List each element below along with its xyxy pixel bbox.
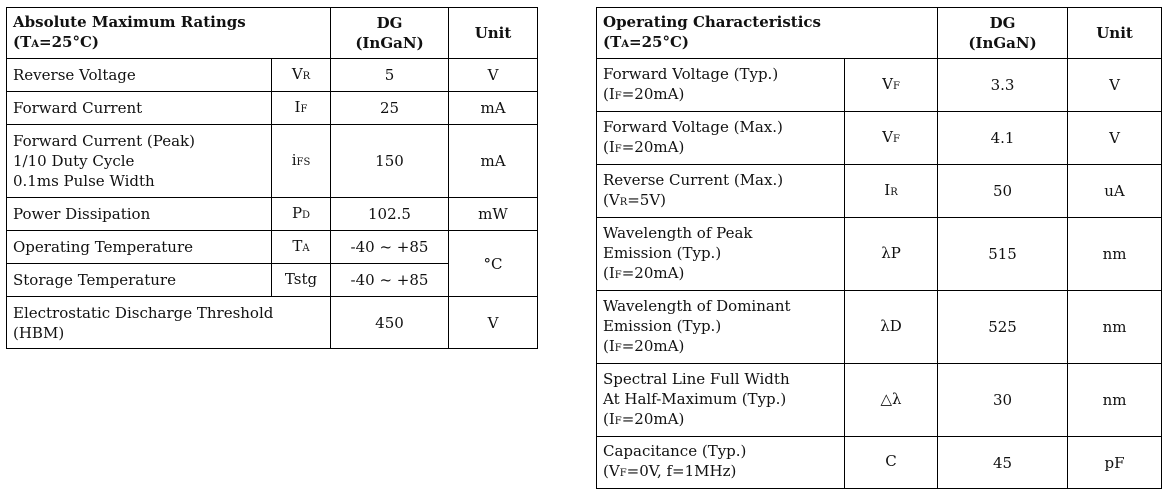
condition-suffix: =25°C) [629, 32, 690, 51]
condition-sub: F [614, 342, 622, 354]
value-cell: 525 [938, 291, 1068, 364]
unit-cell: mW [449, 198, 538, 231]
symbol-cell [845, 165, 938, 218]
unit-cell: nm [1068, 218, 1162, 291]
table-row [597, 364, 1162, 437]
unit-cell: V [1068, 59, 1162, 112]
parameter-text: Wavelength of Dominant Emission (Typ.) [603, 296, 791, 335]
symbol-sub: A [302, 242, 310, 254]
symbol-cell [845, 437, 938, 489]
dg-label: DG [989, 14, 1016, 32]
symbol-cell [272, 92, 331, 125]
parameter-cell [597, 437, 845, 489]
table-row [7, 59, 538, 92]
table-header-row [597, 8, 1162, 59]
value-cell: -40 ~ +85 [331, 264, 449, 297]
parameter-cell [597, 112, 845, 165]
title-text: Operating Characteristics [603, 12, 822, 31]
symbol-cell [845, 291, 938, 364]
parameter-cell: Operating Temperature [7, 231, 272, 264]
value-cell: 450 [331, 297, 449, 349]
symbol: I [294, 97, 301, 116]
symbol: λD [880, 316, 902, 335]
symbol-sub: F [892, 133, 900, 145]
symbol-sub: D [302, 209, 311, 221]
parameter-text: Wavelength of Peak Emission (Typ.) [603, 223, 753, 262]
condition-prefix: (V [603, 190, 620, 209]
table-row [7, 92, 538, 125]
absolute-maximum-ratings-table [6, 7, 538, 349]
parameter-text: Forward Voltage (Typ.) [603, 64, 779, 83]
symbol-cell [845, 364, 938, 437]
unit-cell: V [449, 59, 538, 92]
symbol: Tstg [284, 269, 318, 288]
symbol: V [882, 74, 893, 93]
symbol-cell [845, 218, 938, 291]
condition-suffix: =20mA) [621, 409, 685, 428]
parameter-cell [597, 165, 845, 218]
condition-suffix: =20mA) [621, 137, 685, 156]
table-row [597, 437, 1162, 489]
unit-column-header: Unit [449, 8, 538, 59]
operating-characteristics-table [596, 7, 1162, 489]
parameter-text: Spectral Line Full Width At Half-Maximum (Typ.) [603, 369, 790, 408]
parameter-cell: Forward Current [7, 92, 272, 125]
parameter-text: Capacitance (Typ.) [603, 442, 747, 460]
unit-cell: nm [1068, 291, 1162, 364]
title-text: Absolute Maximum Ratings [13, 12, 246, 31]
value-cell: 30 [938, 364, 1068, 437]
symbol: I [884, 180, 891, 199]
symbol: T [292, 236, 303, 255]
condition-prefix: (I [603, 336, 615, 355]
parameter-cell: Reverse Voltage [7, 59, 272, 92]
parameter-cell [597, 364, 845, 437]
value-cell: 5 [331, 59, 449, 92]
value-cell: 45 [938, 437, 1068, 489]
symbol-sub: FS [296, 156, 311, 168]
parameter-cell: Storage Temperature [7, 264, 272, 297]
table-row [597, 165, 1162, 218]
symbol: V [882, 127, 893, 146]
value-cell: 4.1 [938, 112, 1068, 165]
parameter-cell [597, 59, 845, 112]
table-title [7, 8, 331, 59]
symbol-cell [272, 198, 331, 231]
condition-sub: F [614, 90, 622, 102]
symbol: P [291, 203, 303, 222]
table-row [7, 231, 538, 264]
symbol-cell [272, 231, 331, 264]
parameter-cell: Power Dissipation [7, 198, 272, 231]
table-title [597, 8, 938, 59]
condition-suffix: =0V, f=1MHz) [626, 462, 737, 480]
parameter-text: Forward Voltage (Max.) [603, 117, 783, 136]
condition-prefix: (I [603, 84, 615, 103]
symbol-cell [272, 59, 331, 92]
symbol-sub: R [890, 186, 898, 198]
condition-sub: R [619, 196, 628, 208]
value-cell: 50 [938, 165, 1068, 218]
value-cell: -40 ~ +85 [331, 231, 449, 264]
symbol-cell [272, 264, 331, 297]
symbol: △λ [880, 389, 902, 408]
ingan-label: (InGaN) [355, 34, 424, 52]
value-cell: 3.3 [938, 59, 1068, 112]
condition-sub: F [614, 415, 622, 427]
table-row [597, 218, 1162, 291]
condition-sub: A [31, 38, 40, 50]
condition-suffix: =20mA) [621, 336, 685, 355]
symbol: i [291, 150, 297, 169]
table-row [597, 291, 1162, 364]
condition-prefix: (T [603, 32, 622, 51]
unit-cell: mA [449, 125, 538, 198]
table-row [7, 125, 538, 198]
value-cell: 102.5 [331, 198, 449, 231]
table-header-row [7, 8, 538, 59]
unit-cell: V [449, 297, 538, 349]
dg-label: DG [376, 14, 403, 32]
condition-prefix: (I [603, 263, 615, 282]
symbol-cell [845, 112, 938, 165]
symbol-sub: R [302, 70, 311, 82]
symbol: C [885, 452, 897, 470]
condition-sub: F [614, 143, 622, 155]
unit-cell: °C [449, 231, 538, 297]
condition-prefix: (T [13, 32, 32, 51]
unit-cell: mA [449, 92, 538, 125]
unit-column-header: Unit [1068, 8, 1162, 59]
condition-sub: A [621, 38, 630, 50]
symbol-cell [272, 125, 331, 198]
unit-cell: V [1068, 112, 1162, 165]
condition-prefix: (V [603, 462, 620, 480]
value-cell: 25 [331, 92, 449, 125]
unit-cell: pF [1068, 437, 1162, 489]
table-row [7, 297, 538, 349]
parameter-cell [597, 218, 845, 291]
ingan-label: (InGaN) [968, 34, 1037, 52]
unit-cell: uA [1068, 165, 1162, 218]
parameter-text: Reverse Current (Max.) [603, 170, 784, 189]
parameter-cell: Electrostatic Discharge Threshold (HBM) [7, 297, 331, 349]
symbol: λP [881, 243, 901, 262]
dg-column-header [331, 8, 449, 59]
condition-suffix: =20mA) [621, 263, 685, 282]
value-cell: 150 [331, 125, 449, 198]
condition-prefix: (I [603, 137, 615, 156]
condition-suffix: =20mA) [621, 84, 685, 103]
unit-cell: nm [1068, 364, 1162, 437]
table-row [597, 59, 1162, 112]
value-cell: 515 [938, 218, 1068, 291]
condition-prefix: (I [603, 409, 615, 428]
condition-sub: F [619, 468, 627, 479]
symbol-cell [845, 59, 938, 112]
parameter-cell [597, 291, 845, 364]
condition-sub: F [614, 269, 622, 281]
symbol-sub: F [892, 80, 900, 92]
table-row [597, 112, 1162, 165]
symbol-sub: F [300, 103, 308, 115]
table-row [7, 198, 538, 231]
parameter-cell: Forward Current (Peak) 1/10 Duty Cycle 0.1ms Pulse Width [7, 125, 272, 198]
condition-suffix: =25°C) [39, 32, 100, 51]
dg-column-header [938, 8, 1068, 59]
symbol: V [291, 64, 303, 83]
condition-suffix: =5V) [627, 190, 667, 209]
